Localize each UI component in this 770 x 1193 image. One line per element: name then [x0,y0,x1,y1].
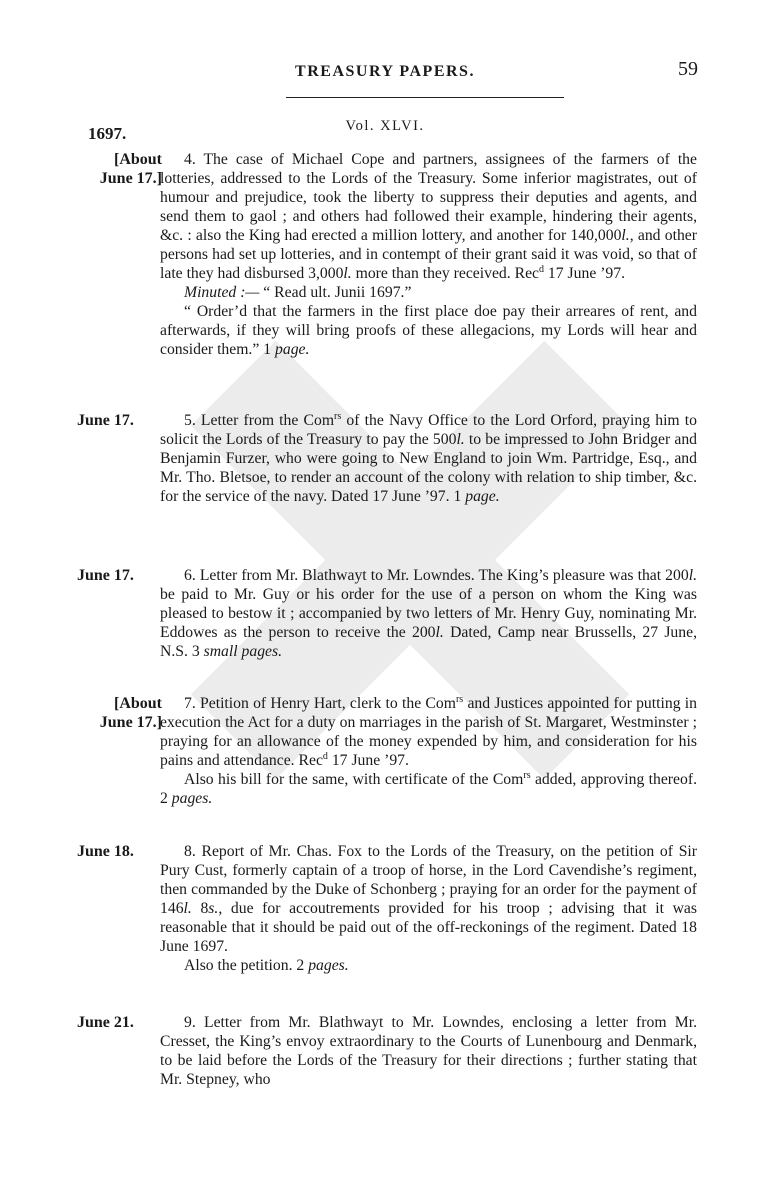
italic-text: l. [435,624,444,641]
entry-text [160,1013,697,1089]
superscript: d [539,263,544,275]
running-header-title: TREASURY PAPERS. [295,63,475,80]
header-divider [286,97,564,98]
text-run: 9. Letter from Mr. Blathwayt to Mr. Lowndes, enclosing a letter from Mr. Cresset, the King’s envoy extraordinary to the Courts of Lunenbourg and Denmark, to be laid before the Lords of the Treasury for their directions ; further stating that Mr. Stepney, who [160,1014,697,1088]
entry-text [160,694,697,808]
entry-paragraph [160,302,697,359]
text-run: 17 June ’97. [327,752,409,769]
text-run: 7. Petition of Henry Hart, clerk to the Com [184,695,456,712]
date-line: June 17.] [99,170,162,187]
entry-date-marginal [70,150,162,188]
entry-paragraph [160,956,697,975]
superscript: rs [455,693,464,705]
italic-text: pages. [171,790,213,807]
entry-date-marginal [77,1013,169,1032]
italic-text: page. [465,488,500,505]
entry-paragraph [160,283,697,302]
text-run: more than they received. Rec [351,265,539,282]
entry-paragraph [160,566,697,661]
superscript: rs [523,769,531,781]
entry-paragraph [160,150,697,283]
date-line: June 17.] [99,714,162,731]
italic-text: pages. [308,957,349,974]
text-run: and Justices appointed for putting in execution the Act for a duty on marriages in the parish of St. Margaret, Westminster ; praying for an allowance of the money expended by him, and consideration for his pains and attendance. Rec [160,695,697,769]
italic-text: l. [688,567,697,584]
text-run: Also the petition. 2 [184,957,309,974]
page-number: 59 [678,58,698,80]
text-run: 4. The case of Michael Cope and partners, assignees of the farmers of the lotteries, addressed to the Lords of the Treasury. Some inferior magistrates, out of humour and prejudice, took the liberty to suppress their deputies and agents, and send them to gaol ; and others had followed their example, hindering their agents, &c. : also the King had erected a million lottery, and another for 140,000 [160,151,697,244]
text-run: 8 [191,900,209,917]
text-run: “ Order’d that the farmers in the first place doe pay their arreares of rent, and afterwards, if they will bring proofs of these allegacions, my Lords will hear and consider them.” 1 [160,303,697,358]
entry-text [160,150,697,359]
superscript: rs [334,410,342,422]
year-marginal: 1697. [88,124,127,143]
entry-paragraph [160,1013,697,1089]
italic-text: l. [343,265,352,282]
date-line: June 17. [77,567,134,584]
text-run: added, approving thereof. 2 [160,771,697,807]
entry-paragraph [160,694,697,770]
italic-text: l. [456,431,465,448]
text-run: of the Navy Office to the Lord Orford, praying him to solicit the Lords of the Treasury to pay the 500 [160,412,697,448]
entry-paragraph [160,842,697,956]
superscript: d [322,750,328,762]
italic-text: Minuted :— [184,284,260,301]
date-line: June 21. [77,1014,134,1031]
date-line: [About [113,151,162,168]
date-line: [About [113,695,162,712]
entry-date-marginal [77,842,169,861]
text-run: Dated, Camp near Brussells, 27 June, N.S. 3 [160,624,697,660]
entry-paragraph [160,411,697,506]
entry-text [160,411,697,506]
date-line: June 18. [77,843,134,860]
entry-date-marginal [70,694,162,732]
text-run: 17 June ’97. [544,265,626,282]
volume-heading: Vol. XLVI. [345,118,425,134]
text-run: , due for accoutrements provided for his troop ; advising that it was reasonable that it should be paid out of the off-reckonings of the regiment. Dated 18 June 1697. [160,900,698,955]
entry-paragraph [160,770,697,808]
italic-text: s. [208,900,219,917]
italic-text: l. [621,227,630,244]
text-run: be paid to Mr. Guy or his order for the use of a person on whom the King was pleased to bestow it ; accompanied by two letters of Mr. Henry Guy, nominating Mr. Eddowes as the person to receive the 200 [160,586,697,641]
text-run: to be impressed to John Bridger and Benjamin Furzer, who were going to New England to join Wm. Partridge, Esq., and Mr. Tho. Bletsoe, to render an account of the colony with relation to ship timber, &c. for the service of the navy. Dated 17 June ’97. 1 [160,431,698,505]
entry-date-marginal [77,411,169,430]
italic-text: l. [183,900,192,917]
italic-text: page. [275,341,310,358]
text-run: Also his bill for the same, with certificate of the Com [184,771,524,788]
text-run: , and other persons had set up lotteries, and in contempt of their grant said it was void, so that of late they had disbursed 3,000 [160,227,697,282]
text-run: 6. Letter from Mr. Blathwayt to Mr. Lowndes. The King’s pleasure was that 200 [184,567,689,584]
date-line: June 17. [77,412,134,429]
text-run: 8. Report of Mr. Chas. Fox to the Lords of the Treasury, on the petition of Sir Pury Cust, formerly captain of a troop of horse, in the Lord Cavendishe’s regiment, then commanded by the Duke of Schonberg ; praying for an order for the payment of 146 [160,843,697,917]
entry-date-marginal [77,566,169,585]
entry-text [160,842,697,975]
text-run: “ Read ult. Junii 1697.” [259,284,412,301]
italic-text: small pages. [203,643,283,660]
text-run: 5. Letter from the Com [184,412,335,429]
entry-text [160,566,697,661]
